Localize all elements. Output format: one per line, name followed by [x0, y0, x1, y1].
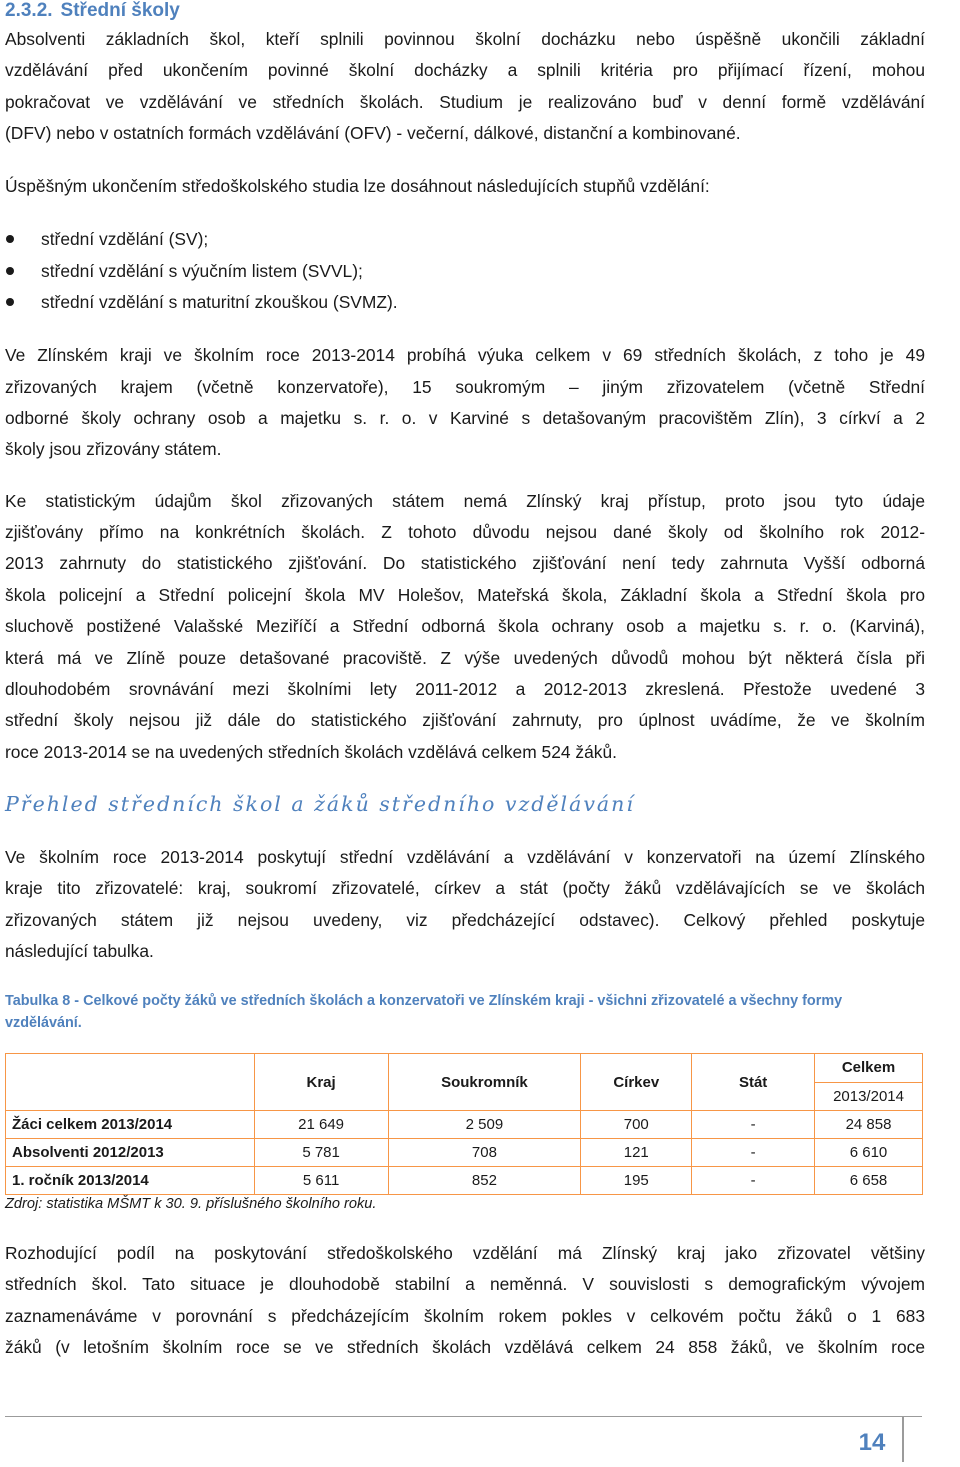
row-label: 1. ročník 2013/2014 — [6, 1167, 255, 1195]
bullet-icon — [6, 267, 14, 275]
row-label: Žáci celkem 2013/2014 — [6, 1111, 255, 1139]
intro-line: Absolventi základních škol, kteří splnili povinnou školní docházku nebo úspěšně ukončili základní — [5, 29, 925, 49]
cell-celkem: 24 858 — [815, 1111, 923, 1139]
cell-kraj: 5 611 — [254, 1167, 388, 1195]
table-row — [6, 1111, 923, 1139]
level-text: střední vzdělání (SV); — [41, 229, 209, 249]
level-list-item — [5, 224, 925, 255]
paragraph-line: odborné školy ochrany osob a majetku s. r. o. v Karviné s detašovaným pracovištěm Zlín), 3 církví a 2 — [5, 408, 925, 428]
cell-kraj: 21 649 — [254, 1111, 388, 1139]
paragraph-line: střední školy nejsou již dále do statistického zjišťování zahrnuty, pro úplnost uvádíme, že ve školním — [5, 710, 925, 730]
table-corner-cell — [6, 1054, 255, 1111]
footer-divider — [5, 1416, 922, 1417]
paragraph-line: sluchově postižené Valašské Meziříčí a Střední odborná škola ochrany osob a majetku s. r. o. (Karviná), — [5, 616, 925, 636]
paragraph-line: Ve školním roce 2013-2014 poskytují střední vzdělávání a vzdělávání v konzervatoři na území Zlínského — [5, 847, 925, 867]
table-source-note: Zdroj: statistika MŠMT k 30. 9. příslušného školního roku. — [5, 1196, 377, 1212]
bullet-icon — [6, 298, 14, 306]
paragraph-line: dlouhodobém srovnávání mezi školními lety 2011-2012 a 2012-2013 zkreslená. Přestože uvedené 3 — [5, 679, 925, 699]
paragraph-line: 2013 zahrnuty do statistického zjišťování. Do statistického zjišťování není tedy zahrnuta Vyšší odborná — [5, 553, 925, 573]
section-heading — [5, 0, 180, 22]
cell-stat: - — [692, 1139, 815, 1167]
level-text: střední vzdělání s výučním listem (SVVL); — [41, 261, 363, 281]
paragraph-line: škola policejní a Střední policejní škola MV Holešov, Mateřská škola, Základní škola a Střední škola pro — [5, 585, 925, 605]
table-caption: vzdělávání. — [5, 1015, 82, 1031]
subsection-heading: Přehled středních škol a žáků středního vzdělávání — [5, 792, 635, 816]
cell-stat: - — [692, 1111, 815, 1139]
column-header-celkem-year: 2013/2014 — [815, 1082, 922, 1110]
intro-line: (DFV) nebo v ostatních formách vzdělávání (OFV) - večerní, dálkové, distanční a kombinované. — [5, 123, 741, 143]
page-number: 14 — [858, 1429, 886, 1456]
table-row — [6, 1139, 923, 1167]
paragraph-line: následující tabulka. — [5, 941, 154, 961]
paragraph-line: zjišťovány přímo na konkrétních školách. Z tohoto důvodu nejsou dané školy od školního rok 2012- — [5, 522, 925, 542]
paragraph-line: zřizovaných státem již nejsou uvedeny, viz předcházející odstavec). Celkový přehled poskytuje — [5, 910, 925, 930]
intro-line: pokračovat ve vzdělávání ve středních školách. Studium je realizováno buď v denní formě vzdělávání — [5, 92, 925, 112]
column-header-kraj: Kraj — [254, 1054, 388, 1111]
cell-cirkev: 700 — [581, 1111, 692, 1139]
cell-cirkev: 195 — [581, 1167, 692, 1195]
column-header-soukromnik: Soukromník — [388, 1054, 581, 1111]
paragraph-line: kraje tito zřizovatelé: kraj, soukromí zřizovatelé, církev a stát (počty žáků vzdělávajících se ve školách — [5, 878, 925, 898]
table-caption: Tabulka 8 - Celkové počty žáků ve středních školách a konzervatoři ve Zlínském kraji - všichni zřizovatelé a všechny formy — [5, 993, 843, 1009]
level-text: střední vzdělání s maturitní zkouškou (SVMZ). — [41, 292, 398, 312]
paragraph-line: Rozhodující podíl na poskytování středoškolského vzdělání má Zlínský kraj jako zřizovatel většiny — [5, 1243, 925, 1263]
cell-stat: - — [692, 1167, 815, 1195]
level-list-item — [5, 256, 925, 287]
section-title: Střední školy — [60, 0, 180, 21]
intro-line: vzdělávání před ukončením povinné školní docházky a splnili kritéria pro přijímací řízení, mohou — [5, 60, 925, 80]
cell-kraj: 5 781 — [254, 1139, 388, 1167]
column-header-celkem — [815, 1054, 923, 1111]
paragraph-line: školy jsou zřizovány státem. — [5, 439, 222, 459]
cell-soukromnik: 852 — [388, 1167, 581, 1195]
column-header-cirkev: Církev — [581, 1054, 692, 1111]
cell-celkem: 6 610 — [815, 1139, 923, 1167]
paragraph-line: Ve Zlínském kraji ve školním roce 2013-2014 probíhá výuka celkem v 69 středních školách, z toho je 49 — [5, 345, 925, 365]
cell-soukromnik: 2 509 — [388, 1111, 581, 1139]
bullet-icon — [6, 235, 14, 243]
table-header-row — [6, 1054, 923, 1111]
cell-cirkev: 121 — [581, 1139, 692, 1167]
table-row — [6, 1167, 923, 1195]
section-number: 2.3.2. — [5, 0, 53, 21]
paragraph-line: Ke statistickým údajům škol zřizovaných státem nemá Zlínský kraj přístup, proto jsou tyto údaje — [5, 491, 925, 511]
paragraph-line: která má ve Zlíně pouze detašované pracoviště. Z výše uvedených důvodů mohou být některá čísla při — [5, 648, 925, 668]
levels-intro: Úspěšným ukončením středoškolského studia lze dosáhnout následujících stupňů vzdělání: — [5, 176, 710, 196]
column-header-celkem-label: Celkem — [841, 1059, 896, 1076]
cell-celkem: 6 658 — [815, 1167, 923, 1195]
row-label: Absolventi 2012/2013 — [6, 1139, 255, 1167]
students-table — [5, 1053, 923, 1195]
cell-soukromnik: 708 — [388, 1139, 581, 1167]
paragraph-line: žáků (v letošním školním roce se ve středních školách vzdělává celkem 24 858 žáků, ve školním roce — [5, 1337, 925, 1357]
paragraph-line: zřizovaných krajem (včetně konzervatoře), 15 soukromým – jiným zřizovatelem (včetně Střední — [5, 377, 925, 397]
level-list-item — [5, 287, 925, 318]
paragraph-line: roce 2013-2014 se na uvedených středních školách vzdělává celkem 524 žáků. — [5, 742, 617, 762]
footer-divider-tick — [902, 1416, 904, 1462]
column-header-stat: Stát — [692, 1054, 815, 1111]
paragraph-line: středních škol. Tato situace je dlouhodobě stabilní a neměnná. V souvislosti s demografickým vývojem — [5, 1274, 925, 1294]
paragraph-line: zaznamenáváme v porovnání s předcházejícím školním rokem pokles v celkovém počtu žáků o 1 683 — [5, 1306, 925, 1326]
